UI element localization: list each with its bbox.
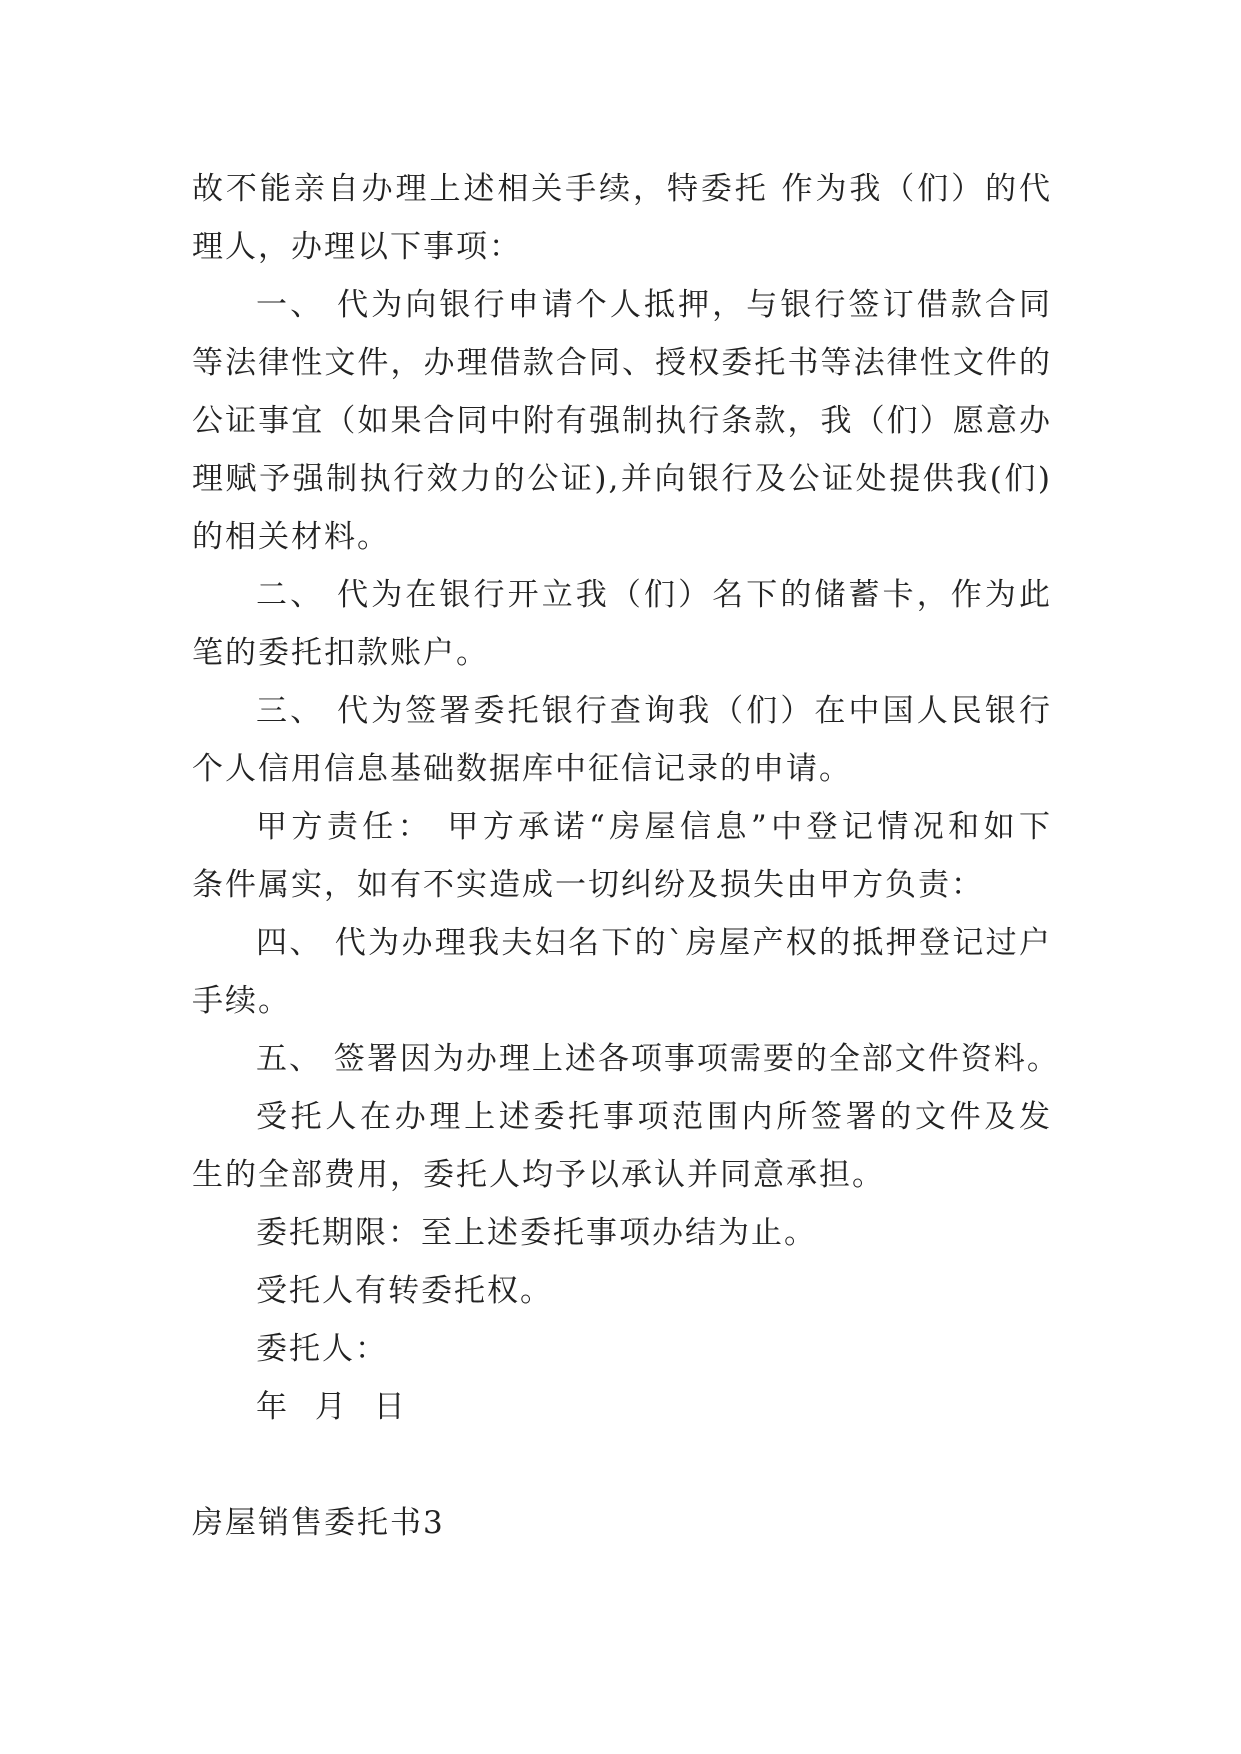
party-a-duty-line: 条件属实，如有不实造成一切纠纷及损失由甲方负责： — [192, 867, 984, 903]
term-line: 委托期限：至上述委托事项办结为止。 — [256, 1215, 817, 1251]
paragraph-line: 故不能亲自办理上述相关手续，特委托 作为我（们）的代 — [192, 171, 1052, 207]
list-item-1-line: 的相关材料。 — [192, 519, 390, 555]
date-line: 年 月 日 — [256, 1389, 407, 1425]
sub-delegation-line: 受托人有转委托权。 — [256, 1273, 553, 1309]
list-item-1-line: 理赋予强制执行效力的公证),并向银行及公证处提供我(们) — [192, 461, 1052, 497]
list-item-4-line: 手续。 — [192, 983, 291, 1019]
list-item-3-line: 个人信用信息基础数据库中征信记录的申请。 — [192, 751, 852, 787]
principal-signature-label: 委托人： — [256, 1331, 388, 1367]
party-a-duty-line: 甲方责任： 甲方承诺“房屋信息”中登记情况和如下 — [256, 809, 1052, 845]
list-item-5-line: 五、 签署因为办理上述各项事项需要的全部文件资料。 — [256, 1041, 1060, 1077]
paragraph-line: 理人，办理以下事项： — [192, 229, 522, 265]
list-item-1-line: 公证事宜（如果合同中附有强制执行条款，我（们）愿意办 — [192, 403, 1052, 439]
paragraph-line: 生的全部费用，委托人均予以承认并同意承担。 — [192, 1157, 885, 1193]
paragraph-line: 受托人在办理上述委托事项范围内所签署的文件及发 — [256, 1099, 1052, 1135]
list-item-1-line: 等法律性文件，办理借款合同、授权委托书等法律性文件的 — [192, 345, 1052, 381]
list-item-3-line: 三、 代为签署委托银行查询我（们）在中国人民银行 — [256, 693, 1052, 729]
list-item-2-line: 二、 代为在银行开立我（们）名下的储蓄卡，作为此 — [256, 577, 1052, 613]
next-section-title: 房屋销售委托书3 — [192, 1505, 445, 1541]
list-item-1-line: 一、 代为向银行申请个人抵押，与银行签订借款合同 — [256, 287, 1052, 323]
list-item-2-line: 笔的委托扣款账户。 — [192, 635, 489, 671]
list-item-4-line: 四、 代为办理我夫妇名下的`房屋产权的抵押登记过户 — [256, 925, 1052, 961]
